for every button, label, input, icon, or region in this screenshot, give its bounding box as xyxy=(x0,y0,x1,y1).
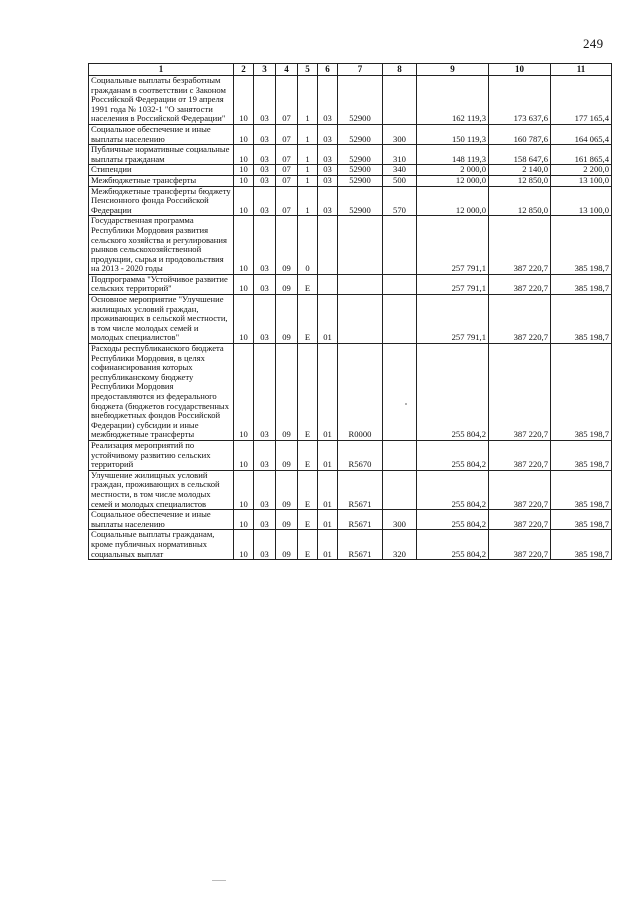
code-cell: 01 xyxy=(318,440,338,470)
code-cell: 07 xyxy=(276,165,298,176)
code-cell: 09 xyxy=(276,344,298,441)
code-cell xyxy=(383,274,417,294)
code-cell: 10 xyxy=(234,145,254,165)
amount-cell: 385 198,7 xyxy=(551,470,612,509)
code-cell: 310 xyxy=(383,145,417,165)
code-cell: 10 xyxy=(234,186,254,216)
code-cell: 03 xyxy=(254,274,276,294)
code-cell: Е xyxy=(298,530,318,560)
code-cell: 1 xyxy=(298,165,318,176)
row-name-cell: Стипендии xyxy=(89,165,234,176)
table-row xyxy=(89,440,612,470)
code-cell: 03 xyxy=(254,76,276,125)
code-cell: 03 xyxy=(254,530,276,560)
code-cell: 1 xyxy=(298,175,318,186)
code-cell: Е xyxy=(298,295,318,344)
row-name-cell: Межбюджетные трансферты xyxy=(89,175,234,186)
code-cell: 1 xyxy=(298,124,318,144)
code-cell: 03 xyxy=(318,186,338,216)
amount-cell: 255 804,2 xyxy=(417,510,489,530)
code-cell xyxy=(318,216,338,275)
code-cell: 09 xyxy=(276,530,298,560)
header-col-2: 2 xyxy=(234,64,254,76)
code-cell: 10 xyxy=(234,295,254,344)
code-cell xyxy=(383,470,417,509)
code-cell: 500 xyxy=(383,175,417,186)
table-row xyxy=(89,530,612,560)
amount-cell: 255 804,2 xyxy=(417,530,489,560)
code-cell: 300 xyxy=(383,510,417,530)
amount-cell: 255 804,2 xyxy=(417,470,489,509)
code-cell: 570 xyxy=(383,186,417,216)
table-row xyxy=(89,295,612,344)
amount-cell: 164 065,4 xyxy=(551,124,612,144)
code-cell: 03 xyxy=(254,344,276,441)
code-cell: 10 xyxy=(234,344,254,441)
table-row xyxy=(89,186,612,216)
code-cell: 07 xyxy=(276,76,298,125)
code-cell xyxy=(383,344,417,441)
row-name-cell: Подпрограмма "Устойчивое развитие сельских территорий" xyxy=(89,274,234,294)
scan-mark xyxy=(212,880,226,881)
amount-cell: 385 198,7 xyxy=(551,510,612,530)
code-cell: 03 xyxy=(318,165,338,176)
code-cell: 03 xyxy=(254,165,276,176)
code-cell xyxy=(338,216,383,275)
table-row xyxy=(89,216,612,275)
code-cell: 1 xyxy=(298,186,318,216)
code-cell: Е xyxy=(298,274,318,294)
amount-cell: 148 119,3 xyxy=(417,145,489,165)
amount-cell: 257 791,1 xyxy=(417,295,489,344)
table-row xyxy=(89,124,612,144)
code-cell: 03 xyxy=(254,124,276,144)
code-cell: Е xyxy=(298,440,318,470)
header-col-4: 4 xyxy=(276,64,298,76)
code-cell: 09 xyxy=(276,440,298,470)
amount-cell: 13 100,0 xyxy=(551,186,612,216)
amount-cell: 12 850,0 xyxy=(489,186,551,216)
row-name-cell: Межбюджетные трансферты бюджету Пенсионного фонда Российской Федерации xyxy=(89,186,234,216)
header-col-10: 10 xyxy=(489,64,551,76)
code-cell: 52900 xyxy=(338,145,383,165)
code-cell: 1 xyxy=(298,76,318,125)
code-cell: 01 xyxy=(318,510,338,530)
amount-cell: 387 220,7 xyxy=(489,470,551,509)
code-cell: R5670 xyxy=(338,440,383,470)
code-cell: 340 xyxy=(383,165,417,176)
code-cell: 52900 xyxy=(338,175,383,186)
code-cell: 03 xyxy=(254,470,276,509)
row-name-cell: Расходы республиканского бюджета Республики Мордовия, в целях софинансирования которых республиканскому бюджету Республики Мордовия предоставляются из федерального бюджета (бюджетов государственных внебюджетных фондов Российской Федерации) субсидии и иные межбюджетные трансферты xyxy=(89,344,234,441)
code-cell xyxy=(383,216,417,275)
header-col-8: 8 xyxy=(383,64,417,76)
code-cell: R5671 xyxy=(338,470,383,509)
code-cell: 03 xyxy=(318,145,338,165)
row-name-cell: Социальные выплаты гражданам, кроме публичных нормативных социальных выплат xyxy=(89,530,234,560)
amount-cell: 2 140,0 xyxy=(489,165,551,176)
code-cell: 10 xyxy=(234,175,254,186)
code-cell: 1 xyxy=(298,145,318,165)
table-row xyxy=(89,76,612,125)
code-cell: 03 xyxy=(254,175,276,186)
code-cell: 10 xyxy=(234,124,254,144)
code-cell: 03 xyxy=(254,216,276,275)
code-cell xyxy=(338,274,383,294)
page-number: 249 xyxy=(583,36,604,51)
amount-cell: 385 198,7 xyxy=(551,295,612,344)
amount-cell: 387 220,7 xyxy=(489,274,551,294)
code-cell xyxy=(383,440,417,470)
code-cell: 52900 xyxy=(338,76,383,125)
table-row xyxy=(89,145,612,165)
code-cell: Е xyxy=(298,510,318,530)
code-cell: R5671 xyxy=(338,510,383,530)
table-row xyxy=(89,175,612,186)
header-col-7: 7 xyxy=(338,64,383,76)
table-body xyxy=(89,76,612,560)
code-cell: 03 xyxy=(254,510,276,530)
code-cell: 07 xyxy=(276,186,298,216)
amount-cell: 158 647,6 xyxy=(489,145,551,165)
amount-cell: 385 198,7 xyxy=(551,274,612,294)
amount-cell: 177 165,4 xyxy=(551,76,612,125)
amount-cell: 385 198,7 xyxy=(551,440,612,470)
header-col-9: 9 xyxy=(417,64,489,76)
amount-cell: 2 200,0 xyxy=(551,165,612,176)
code-cell: 10 xyxy=(234,274,254,294)
header-col-6: 6 xyxy=(318,64,338,76)
table-row xyxy=(89,274,612,294)
amount-cell: 12 000,0 xyxy=(417,175,489,186)
code-cell: 07 xyxy=(276,175,298,186)
code-cell: 52900 xyxy=(338,186,383,216)
code-cell: 10 xyxy=(234,165,254,176)
code-cell: 52900 xyxy=(338,165,383,176)
code-cell: 03 xyxy=(318,124,338,144)
amount-cell: 160 787,6 xyxy=(489,124,551,144)
code-cell: 10 xyxy=(234,440,254,470)
code-cell: 09 xyxy=(276,510,298,530)
code-cell: 01 xyxy=(318,344,338,441)
code-cell xyxy=(383,76,417,125)
row-name-cell: Социальные выплаты безработным гражданам в соответствии с Законом Российской Федерации от 19 апреля 1991 года № 1032-1 "О занятости населения в Российской Федерации" xyxy=(89,76,234,125)
amount-cell: 387 220,7 xyxy=(489,530,551,560)
amount-cell: 387 220,7 xyxy=(489,295,551,344)
amount-cell: 257 791,1 xyxy=(417,274,489,294)
row-name-cell: Улучшение жилищных условий граждан, проживающих в сельской местности, в том числе молодых семей и молодых специалистов xyxy=(89,470,234,509)
code-cell: 0 xyxy=(298,216,318,275)
amount-cell: 257 791,1 xyxy=(417,216,489,275)
row-name-cell: Публичные нормативные социальные выплаты гражданам xyxy=(89,145,234,165)
header-col-5: 5 xyxy=(298,64,318,76)
code-cell: 10 xyxy=(234,470,254,509)
code-cell: 320 xyxy=(383,530,417,560)
table-row xyxy=(89,470,612,509)
code-cell: 01 xyxy=(318,530,338,560)
code-cell: 09 xyxy=(276,295,298,344)
header-col-1: 1 xyxy=(89,64,234,76)
amount-cell: 387 220,7 xyxy=(489,510,551,530)
code-cell: 01 xyxy=(318,470,338,509)
row-name-cell: Государственная программа Республики Мордовия развития сельского хозяйства и регулирования рынков сельскохозяйственной продукции, сырья и продовольствия на 2013 - 2020 годы xyxy=(89,216,234,275)
amount-cell: 385 198,7 xyxy=(551,344,612,441)
budget-table xyxy=(88,63,612,560)
row-name-cell: Основное мероприятие "Улучшение жилищных условий граждан, проживающих в сельской местности, в том числе молодых семей и молодых специалистов" xyxy=(89,295,234,344)
row-name-cell: Социальное обеспечение и иные выплаты населению xyxy=(89,510,234,530)
amount-cell: 255 804,2 xyxy=(417,344,489,441)
code-cell: 03 xyxy=(254,440,276,470)
amount-cell: 13 100,0 xyxy=(551,175,612,186)
code-cell: 300 xyxy=(383,124,417,144)
table-row xyxy=(89,510,612,530)
amount-cell: 150 119,3 xyxy=(417,124,489,144)
table-header-row xyxy=(89,64,612,76)
code-cell: 10 xyxy=(234,530,254,560)
amount-cell: 385 198,7 xyxy=(551,530,612,560)
amount-cell: 255 804,2 xyxy=(417,440,489,470)
amount-cell: 387 220,7 xyxy=(489,344,551,441)
code-cell xyxy=(383,295,417,344)
amount-cell: 12 850,0 xyxy=(489,175,551,186)
code-cell: 03 xyxy=(318,175,338,186)
code-cell: 07 xyxy=(276,124,298,144)
code-cell: Е xyxy=(298,344,318,441)
table-row xyxy=(89,344,612,441)
code-cell: 03 xyxy=(318,76,338,125)
amount-cell: 2 000,0 xyxy=(417,165,489,176)
code-cell: 01 xyxy=(318,295,338,344)
scan-speck xyxy=(405,403,407,405)
header-col-11: 11 xyxy=(551,64,612,76)
code-cell: 10 xyxy=(234,510,254,530)
amount-cell: 385 198,7 xyxy=(551,216,612,275)
code-cell: 07 xyxy=(276,145,298,165)
code-cell: R5671 xyxy=(338,530,383,560)
code-cell: 09 xyxy=(276,274,298,294)
amount-cell: 387 220,7 xyxy=(489,216,551,275)
amount-cell: 12 000,0 xyxy=(417,186,489,216)
code-cell xyxy=(338,295,383,344)
code-cell: 03 xyxy=(254,186,276,216)
code-cell: R0000 xyxy=(338,344,383,441)
code-cell: Е xyxy=(298,470,318,509)
code-cell: 09 xyxy=(276,470,298,509)
amount-cell: 173 637,6 xyxy=(489,76,551,125)
table-row xyxy=(89,165,612,176)
code-cell: 10 xyxy=(234,216,254,275)
amount-cell: 387 220,7 xyxy=(489,440,551,470)
amount-cell: 161 865,4 xyxy=(551,145,612,165)
code-cell: 52900 xyxy=(338,124,383,144)
code-cell: 09 xyxy=(276,216,298,275)
header-col-3: 3 xyxy=(254,64,276,76)
amount-cell: 162 119,3 xyxy=(417,76,489,125)
row-name-cell: Реализация мероприятий по устойчивому развитию сельских территорий xyxy=(89,440,234,470)
row-name-cell: Социальное обеспечение и иные выплаты населению xyxy=(89,124,234,144)
code-cell: 10 xyxy=(234,76,254,125)
code-cell: 03 xyxy=(254,295,276,344)
code-cell xyxy=(318,274,338,294)
code-cell: 03 xyxy=(254,145,276,165)
